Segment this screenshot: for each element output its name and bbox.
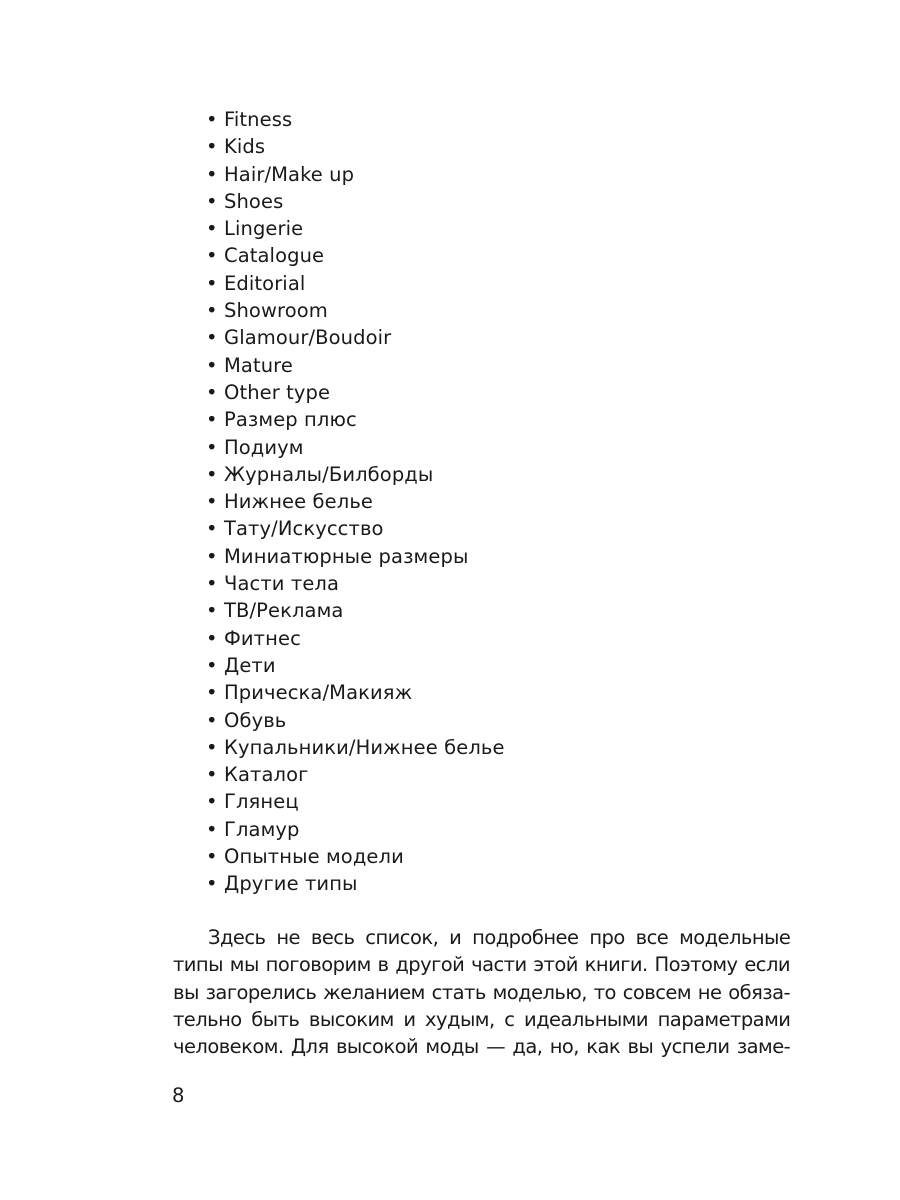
list-item-label: Тату/Искусство xyxy=(224,517,384,541)
bullet-icon: • xyxy=(206,872,218,896)
list-item xyxy=(206,324,505,351)
bullet-icon: • xyxy=(206,380,218,404)
bullet-icon: • xyxy=(206,353,218,377)
bullet-icon: • xyxy=(206,244,218,268)
list-item-label: Hair/Make up xyxy=(224,162,355,186)
list-item xyxy=(206,570,505,597)
paragraph-line: Здесь не весь список, и подробнее про все модельные xyxy=(208,926,791,949)
bullet-icon: • xyxy=(206,162,218,186)
page-number: 8 xyxy=(172,1084,185,1107)
list-item-label: Fitness xyxy=(224,108,293,131)
list-item-label: Подиум xyxy=(224,435,304,459)
list-item xyxy=(206,215,505,242)
list-item xyxy=(206,652,505,679)
paragraph-line: тельно быть высоким и худым, с идеальными параметрами xyxy=(173,1007,791,1031)
list-item-label: Размер плюс xyxy=(224,408,357,432)
list-item xyxy=(206,379,505,406)
bullet-icon: • xyxy=(206,462,218,486)
list-item-label: Catalogue xyxy=(224,244,325,268)
list-item xyxy=(206,515,505,542)
list-item-label: Части тела xyxy=(224,572,340,596)
list-item-label: Other type xyxy=(224,380,331,404)
list-item-label: Shoes xyxy=(224,189,284,213)
list-item xyxy=(206,242,505,269)
bullet-icon: • xyxy=(206,653,218,677)
bullet-icon: • xyxy=(206,435,218,459)
list-item-label: Миниатюрные размеры xyxy=(224,544,469,568)
list-item-label: Нижнее белье xyxy=(224,490,374,514)
list-item-label: Mature xyxy=(224,353,293,377)
list-item xyxy=(206,734,505,761)
body-paragraph xyxy=(173,924,790,1060)
bullet-icon: • xyxy=(206,299,218,323)
list-item-label: Каталог xyxy=(224,763,309,787)
paragraph-line: типы мы поговорим в другой части этой книги. Поэтому если xyxy=(173,953,790,977)
bullet-icon: • xyxy=(206,790,218,814)
list-item xyxy=(206,761,505,788)
list-item-label: Showroom xyxy=(224,299,328,323)
list-item xyxy=(206,597,505,624)
list-item xyxy=(206,352,505,379)
list-item-label: Дети xyxy=(224,653,276,677)
list-item xyxy=(206,625,505,652)
bullet-icon: • xyxy=(206,763,218,787)
bullet-icon: • xyxy=(206,217,218,241)
bullet-icon: • xyxy=(206,817,218,841)
bullet-icon: • xyxy=(206,735,218,759)
bullet-icon: • xyxy=(206,544,218,568)
list-item xyxy=(206,488,505,515)
list-item-label: ТВ/Реклама xyxy=(224,599,344,623)
paragraph-line: человеком. Для высокой моды — да, но, как вы успели заме- xyxy=(173,1035,791,1059)
list-item xyxy=(206,543,505,570)
paragraph-line: вы загорелись желанием стать моделью, то совсем не обяза- xyxy=(173,980,790,1004)
list-item-label: Kids xyxy=(224,135,266,159)
bullet-icon: • xyxy=(206,408,218,432)
list-item xyxy=(206,406,505,433)
list-item-label: Фитнес xyxy=(224,626,301,650)
list-item xyxy=(206,270,505,297)
list-item xyxy=(206,816,505,843)
bullet-icon: • xyxy=(206,845,218,869)
list-item xyxy=(206,188,505,215)
bullet-icon: • xyxy=(206,681,218,705)
bullet-icon: • xyxy=(206,708,218,732)
list-item xyxy=(206,133,505,160)
bullet-icon: • xyxy=(206,599,218,623)
list-item-label: Опытные модели xyxy=(224,845,404,869)
list-item-label: Lingerie xyxy=(224,217,304,241)
bullet-icon: • xyxy=(206,517,218,541)
bullet-icon: • xyxy=(206,108,218,131)
list-item xyxy=(206,461,505,488)
list-item-label: Glamour/Boudoir xyxy=(224,326,392,350)
list-item-label: Editorial xyxy=(224,271,306,295)
list-item xyxy=(206,297,505,324)
list-item xyxy=(206,434,505,461)
list-item xyxy=(206,707,505,734)
list-item-label: Купальники/Нижнее белье xyxy=(224,735,505,759)
bullet-icon: • xyxy=(206,271,218,295)
model-types-list xyxy=(206,106,505,898)
bullet-icon: • xyxy=(206,490,218,514)
bullet-icon: • xyxy=(206,135,218,159)
list-item-label: Другие типы xyxy=(224,872,358,896)
bullet-icon: • xyxy=(206,626,218,650)
list-item xyxy=(206,679,505,706)
bullet-icon: • xyxy=(206,572,218,596)
list-item xyxy=(206,843,505,870)
list-item xyxy=(206,161,505,188)
list-item-label: Обувь xyxy=(224,708,287,732)
list-item-label: Журналы/Билборды xyxy=(224,462,434,486)
bullet-icon: • xyxy=(206,326,218,350)
list-item xyxy=(206,788,505,815)
list-item-label: Прическа/Макияж xyxy=(224,681,413,705)
list-item xyxy=(206,106,505,133)
bullet-icon: • xyxy=(206,189,218,213)
list-item xyxy=(206,870,505,897)
list-item-label: Глянец xyxy=(224,790,299,814)
list-item-label: Гламур xyxy=(224,817,300,841)
